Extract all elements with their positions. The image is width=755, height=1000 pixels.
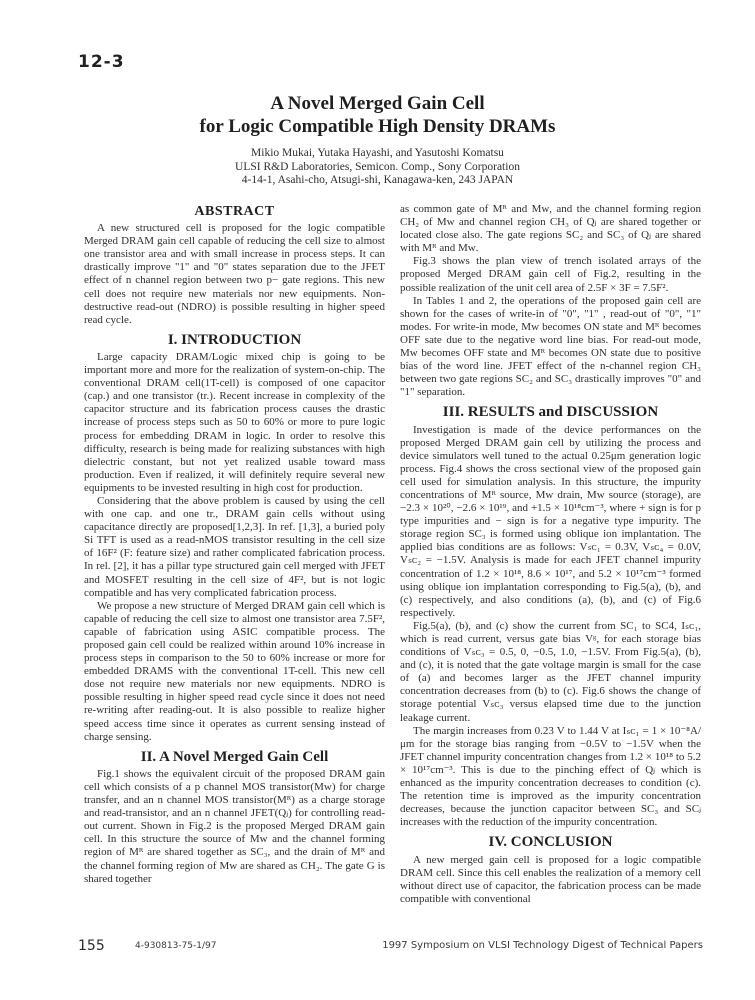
address-line: 4-14-1, Asahi-cho, Atsugi-shi, Kanagawa-ken, 243 JAPAN xyxy=(241,174,514,186)
abstract-text: A new structured cell is proposed for the logic compatible Merged DRAM gain cell capable of reducing the cell size to almost one transistor area and with small increase in process steps. It can drastically improve "1" and "0" states separation due to the JFET effect of n channel region between two p− gate regions. This new cell does not require new materials nor new equipments. Non-destructive read-out (NDRO) is possible resulting in higher speed read cycle. xyxy=(84,222,385,326)
paper-title-line1: A Novel Merged Gain Cell xyxy=(270,93,485,114)
introduction-paragraph-3: We propose a new structure of Merged DRAM gain cell which is capable of reducing the cell size to almost one transistor area 7.5F², capable of fabrication using ASIC compatible process. The proposed gain cell could be realized within around 10% increase in process steps in comparison to the 50 to 60% increase or more for embedded DRAMS with the conventional 1T-cell. This new cell dose not require new materials nor new equipments. NDRO is possible resulting in higher speed read cycle since it does not need re-writing after reading-out. It is also possible to realize higher speed access time since it operates as current sensing instead of charge sensing. xyxy=(84,599,385,743)
conclusion-paragraph-1: A new merged gain cell is proposed for a logic compatible DRAM cell. Since this cell enables the realization of a memory cell without direct use of capacitor, the fabrication process can be made compatible with conventional xyxy=(400,853,701,905)
page-number: 155 xyxy=(78,938,105,954)
gain-cell-paragraph-2: Fig.3 shows the plan view of trench isolated arrays of the proposed Merged DRAM gain cell of Fig.2, resulting in the possible realization of the unit cell area of 2.5F × 3F = 7.5F². xyxy=(400,255,701,294)
conclusion-heading: IV. CONCLUSION xyxy=(488,834,613,851)
abstract-heading: ABSTRACT xyxy=(194,204,275,219)
author-block xyxy=(0,147,755,188)
right-column xyxy=(400,203,701,943)
paper-session-number: 12-3 xyxy=(78,52,125,72)
results-heading: III. RESULTS and DISCUSSION xyxy=(442,404,659,421)
gain-cell-paragraph-1-continued: as common gate of Mᴿ and Mᴡ, and the channel forming region CH₂ of Mᴡ and channel region CH₃ of Qⱼ are shared together or located close also. The gate regions SC₂ and SC₃ of Qⱼ are shared with Mᴿ and Mᴡ. xyxy=(400,203,701,255)
proceedings-title: 1997 Symposium on VLSI Technology Digest of Technical Papers xyxy=(382,940,703,951)
publication-code: 4-930813-75-1/97 xyxy=(135,941,217,951)
introduction-paragraph-2: Considering that the above problem is caused by using the cell with one cap. and one tr., DRAM gain cells without using capacitance directly are proposed[1,2,3]. In ref. [1,3], a buried poly Si TFT is used as a read-nMOS transistor resulting in the cell size of 16F² (F: feature size) and rather complicated fabrication process. In rel. [2], it has a pillar type structured gain cell merged with JFET and MOSFET resulting in the cell size of 4F², but is not logic compatible and has very complicated fabrication process. xyxy=(84,494,385,599)
results-paragraph-3: The margin increases from 0.23 V to 1.44 V at Iₛᴄ₁ = 1 × 10⁻⁸A/μm for the storage bias ranging from −0.5V to −1.5V when the JFET channel impurity concentration changes from 1.2 × 10¹⁸ to 5.2 × 10¹⁷cm⁻³. This is due to the pinching effect of Qⱼ which is enhanced as the impurity concentration decreases to condition (c). The retention time is improved as the impurity concentration decreases, because the junction capacitor between SC₃ and SCⱼ increases with the reduction of the impurity concentration. xyxy=(400,724,701,829)
introduction-paragraph-1: Large capacity DRAM/Logic mixed chip is going to be important more and more for the realization of system-on-chip. The conventional DRAM cell(1T-cell) is composed of one capacitor (cap.) and one transistor (tr.). Recent increase in complexity of the capacitor structure and its fabrication process causes the drastic increase of process steps such as 50 to 60% or more to pure logic process for embedding DRAM in logic. In order to resolve this difficulty, research is being made for realizing substances with high dielectric constant, but not yet realized usable toward mass production. Even if realized, it will definitely require several new equipments to be invested resulting in high cost for production. xyxy=(84,350,385,494)
paper-title xyxy=(0,92,755,138)
two-column-body xyxy=(84,203,702,943)
results-paragraph-1: Investigation is made of the device performances on the proposed Merged DRAM gain cell by utilizing the process and device simulators well tuned to the actual 0.25μm generation logic process. Fig.4 shows the cross sectional view of the proposed gain cell used for simulation analysis. In this structure, the impurity concentrations of Mᴿ source, Mᴡ drain, Mᴡ source (storage), are −2.3 × 10²⁰, −2.6 × 10¹⁹, and +1.5 × 10¹⁸cm⁻³, where + sign is for p type impurities and − sign is for a negative type impurity. The storage region SC₃ is formed using oblique ion implantation. The applied bias conditions are as follows: Vₛᴄ₁ = 0.3V, Vₛᴄ₄ = 0.0V, Vₛᴄ₂ = −1.5V. Analysis is made for each JFET channel impurity concentration of 1.2 × 10¹⁸, 8.6 × 10¹⁷, and 5.2 × 10¹⁷cm⁻³ formed using oblique ion implantation corresponding to Fig.5(a), (b), and (c) respectively, and also conditions (a), (b), and (c) of Fig.6 respectively. xyxy=(400,423,701,619)
paper-title-line2: for Logic Compatible High Density DRAMs xyxy=(199,116,556,137)
gain-cell-paragraph-3: In Tables 1 and 2, the operations of the proposed gain cell are shown for the cases of write-in of "0", "1" , read-out of "0", "1" modes. For write-in mode, Mᴡ becomes ON state and Mᴿ becomes OFF sate due to the negative word line bias. For read-out mode, Mᴡ becomes OFF state and Mᴿ becomes ON state due to positive bias of the word line. JFET effect of the n-channel region CH₃ between two gate regions SC₂ and SC₃ drastically improves "0" and "1" separation. xyxy=(400,294,701,399)
authors-line: Mikio Mukai, Yutaka Hayashi, and Yasutoshi Komatsu xyxy=(251,147,504,159)
introduction-heading: I. INTRODUCTION xyxy=(167,331,302,348)
results-paragraph-2: Fig.5(a), (b), and (c) show the current from SC₁ to SC4, Iₛᴄ₁, which is read current, versus gate bias Vᵍ, for each storage bias conditions of Vₛᴄ₃ = 0.5, 0, −0.5, 1.0, −1.5V. From Fig.5(a), (b), and (c), it is noted that the gate voltage margin is small for the case of (a) and becomes larger as the JFET channel impurity concentration decreases from (b) to (c). Fig.6 shows the change of storage potential Vₛᴄ₃ versus elapsed time due to the junction leakage current. xyxy=(400,619,701,724)
gain-cell-paragraph-1: Fig.1 shows the equivalent circuit of the proposed DRAM gain cell which consists of a p channel MOS transistor(Mᴡ) for charge transfer, and an n channel MOS transistor(Mᴿ) as a charge storage and read-transistor, and an n channel JFET(Qⱼ) for controlling read-out current. Shown in Fig.2 is the proposed Merged DRAM gain cell. In this structure the source of Mᴡ and the channel forming region of Mᴿ are shared together as SC₃, and the drain of Mᴿ and the channel forming region of Mᴡ are shared as CH₂. The gate G is shared together xyxy=(84,767,385,885)
affiliation-line: ULSI R&D Laboratories, Semicon. Comp., Sony Corporation xyxy=(235,160,520,173)
left-column xyxy=(84,203,385,943)
gain-cell-heading: II. A Novel Merged Gain Cell xyxy=(140,748,329,765)
title-block xyxy=(0,92,755,188)
